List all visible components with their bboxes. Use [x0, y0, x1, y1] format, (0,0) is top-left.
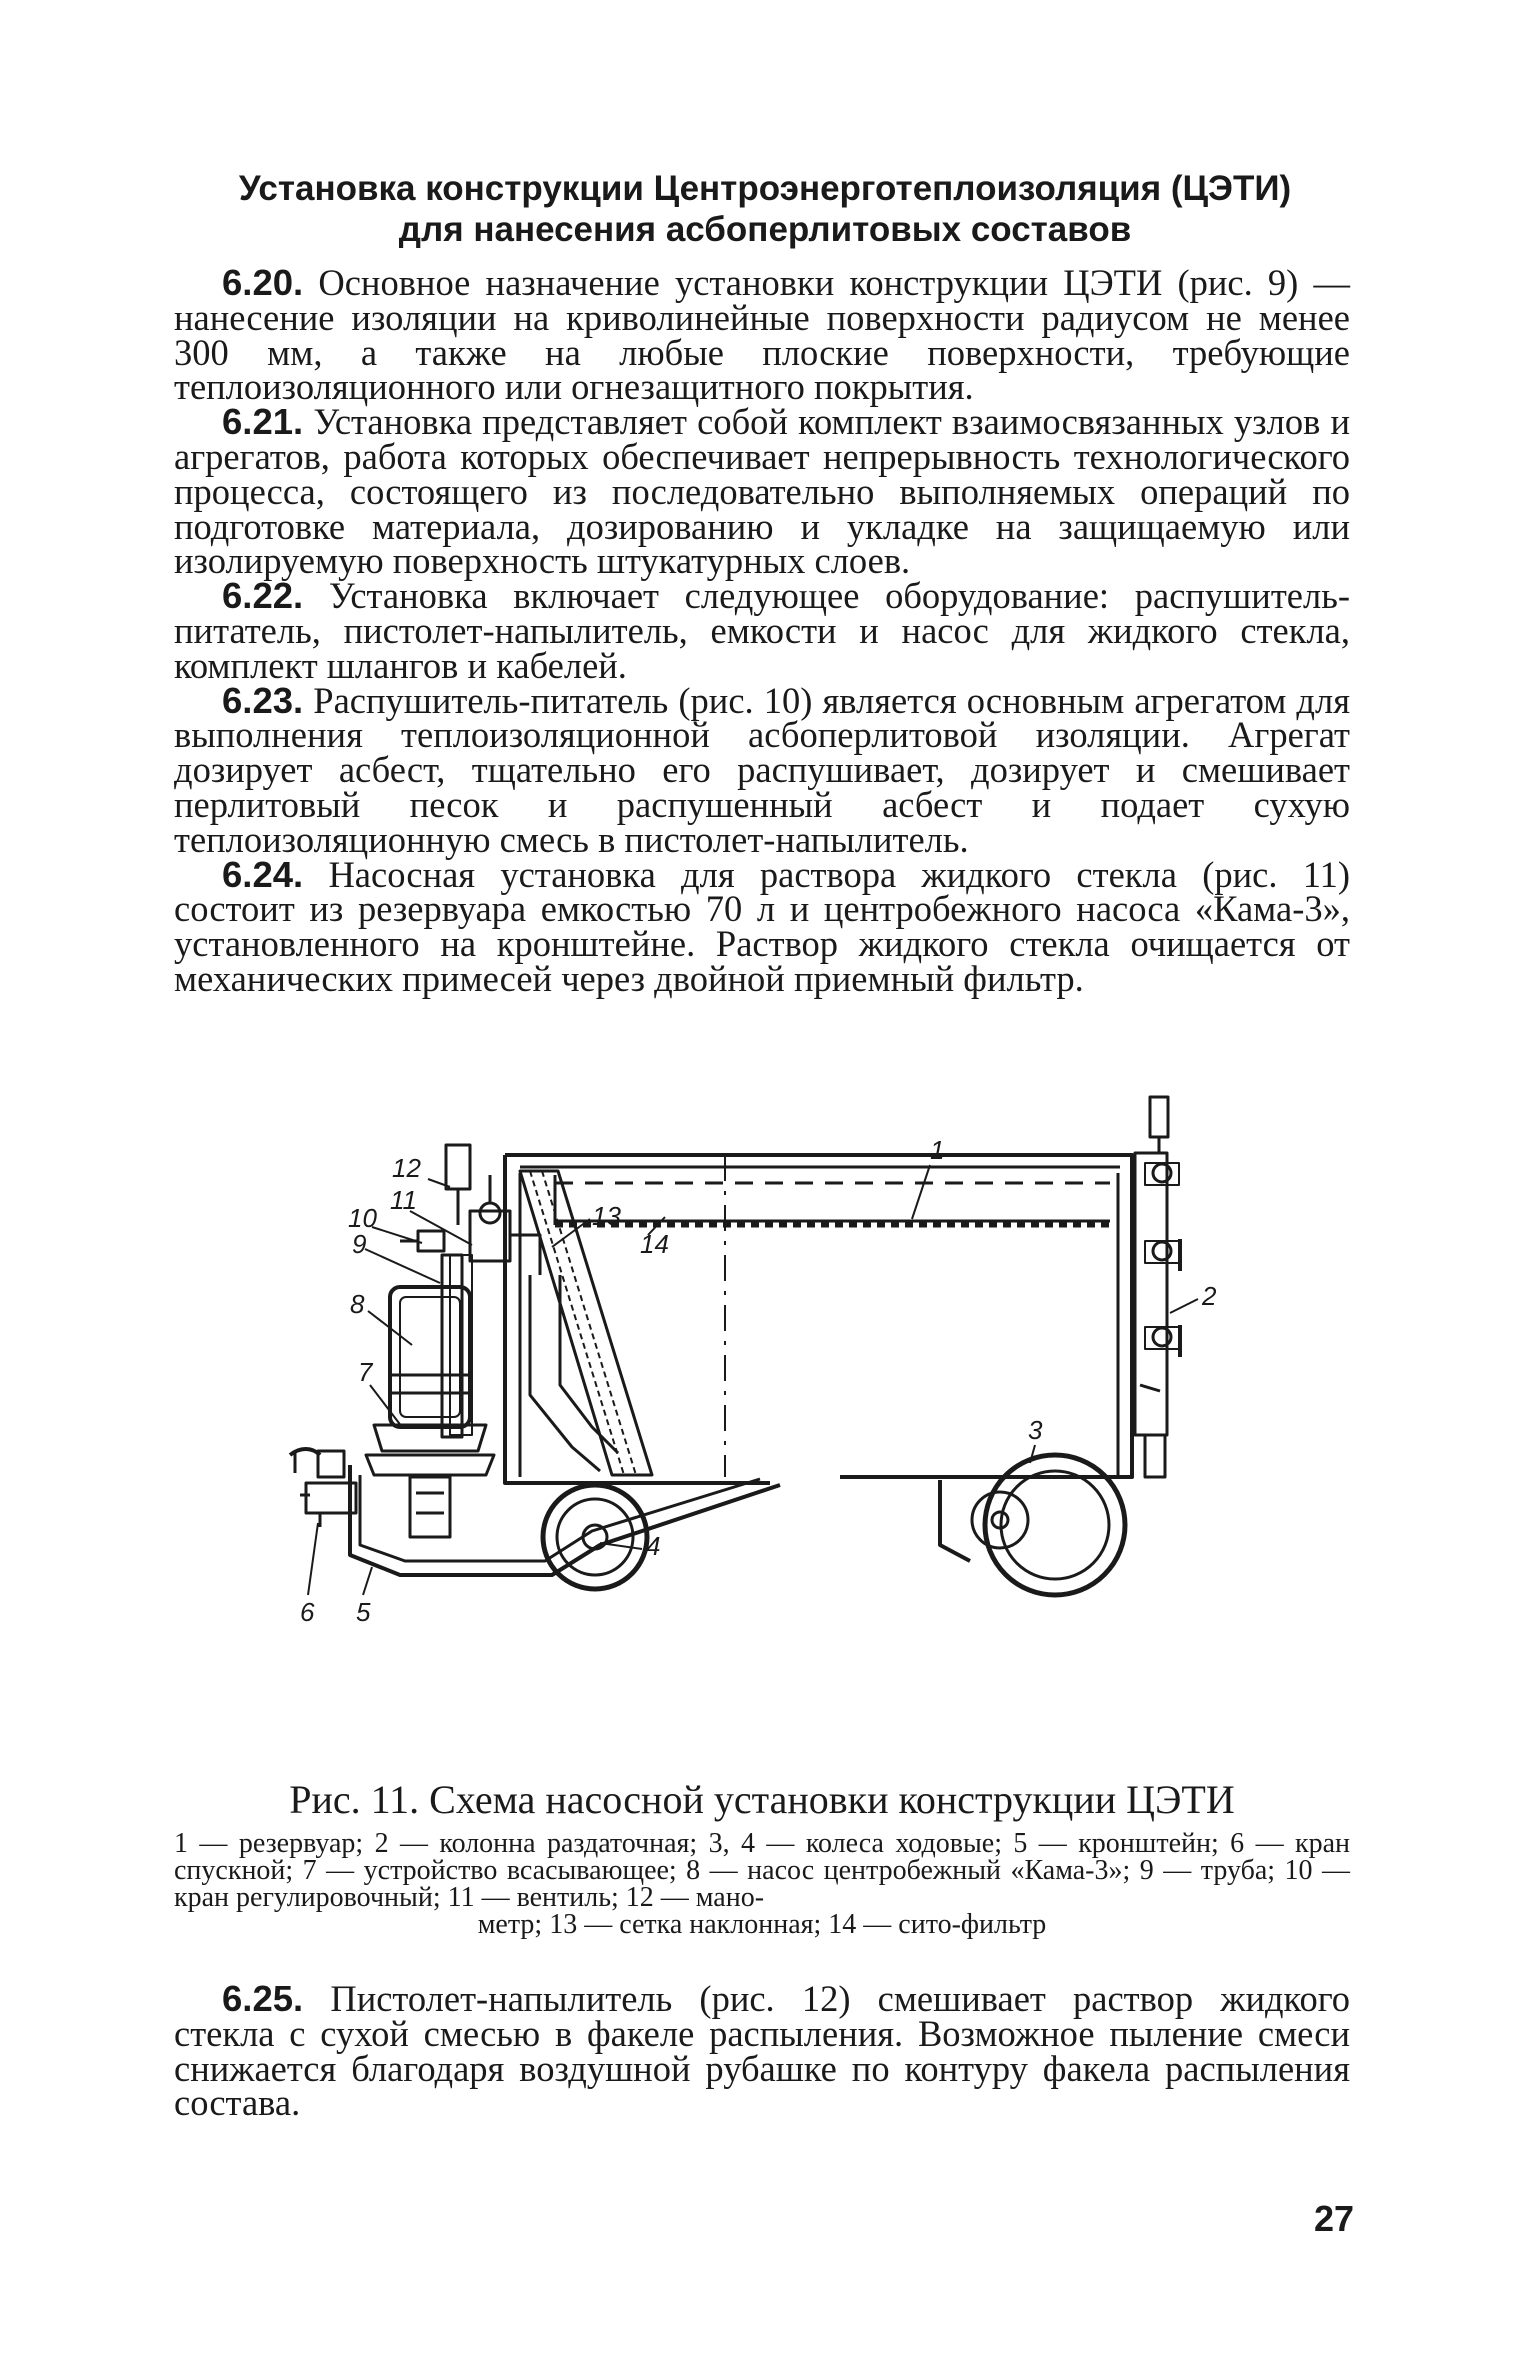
paragraph-number: 6.25.	[222, 1978, 304, 2019]
manometer	[446, 1145, 470, 1189]
label-3: 3	[1028, 1415, 1043, 1445]
paragraph-6-21	[174, 401, 1350, 582]
label-2: 2	[1202, 1281, 1217, 1311]
label-8: 8	[350, 1289, 365, 1319]
paragraph-6-20	[174, 262, 1350, 408]
paragraph-number: 6.22.	[222, 575, 304, 617]
paragraph-text: Установка представляет собой комплект взаимосвязанных узлов и агрегатов, работа которых обеспечивает непрерывность технологического процесса, состоящего из последовательно выполняемых операций по подготовке материала, дозированию и укладке на защищаемую или изолируемую поверхность штукатурных слоев.	[174, 401, 1350, 582]
label-9: 9	[352, 1229, 367, 1259]
paragraph-text: Установка включает следующее оборудование: распушитель-питатель, пистолет-напылитель, емкости и насос для жидкого стекла, комплект шлангов и кабелей.	[174, 575, 1350, 686]
pump-unit-figure	[160, 1075, 1360, 1795]
legend-part-1: 1 — резервуар; 2 — колонна раздаточная; 3, 4 — колеса ходовые; 5 — кронштейн; 6 — кран спускной; 7 — устройство всасывающее; 8 — насос центробежный «Кама-3»; 9 — труба; 10 — кран регулировочный; 11 — вентиль; 12 — мано-	[174, 1828, 1350, 1913]
dispensing-column	[1135, 1153, 1167, 1435]
label-14: 14	[640, 1229, 669, 1259]
paragraph-6-22	[174, 575, 1350, 686]
label-1: 1	[930, 1135, 945, 1165]
label-12: 12	[392, 1153, 421, 1183]
paragraph-number: 6.24.	[222, 853, 304, 895]
paragraph-number: 6.21.	[222, 401, 304, 443]
regulating-tap	[418, 1231, 444, 1251]
body-text-continued	[174, 1978, 1351, 2124]
paragraph-6-25	[174, 1978, 1351, 2124]
pump-unit-drawing	[160, 1075, 1360, 1795]
legend-part-2: метр; 13 — сетка наклонная; 14 — сито-фильтр	[477, 1909, 1047, 1940]
label-5: 5	[356, 1597, 371, 1627]
body-text	[174, 262, 1351, 999]
suction-device	[410, 1477, 450, 1537]
label-11: 11	[390, 1185, 417, 1215]
label-13: 13	[592, 1201, 621, 1231]
figure-legend	[174, 1830, 1350, 1938]
figure-caption: Рис. 11. Схема насосной установки конструкции ЦЭТИ	[289, 1777, 1235, 1822]
paragraph-text: Пистолет-напылитель (рис. 12) смешивает раствор жидкого стекла с сухой смесью в факеле распыления. Возможное пыление смеси снижается благодаря воздушной рубашке по контуру факела распыления состава.	[174, 1978, 1351, 2124]
section-heading	[170, 168, 1360, 250]
paragraph-6-23	[174, 679, 1350, 860]
inclined-mesh	[520, 1171, 652, 1475]
label-4: 4	[646, 1531, 661, 1561]
heading-line-2: для нанесения асбоперлитовых составов	[398, 210, 1132, 249]
pump-body	[390, 1287, 470, 1427]
wheel-4-outline	[543, 1485, 647, 1589]
paragraph-number: 6.20.	[222, 262, 304, 303]
label-7: 7	[358, 1357, 373, 1387]
paragraph-text: Насосная установка для раствора жидкого стекла (рис. 11) состоит из резервуара емкостью 70 л и центробежного насоса «Кама-3», установленного на кронштейне. Раствор жидкого стекла очищается от механических примесей через двойной приемный фильтр.	[174, 853, 1351, 999]
label-6: 6	[300, 1597, 315, 1627]
page-number: 27	[1313, 2198, 1354, 2239]
paragraph-text: Распушитель-питатель (рис. 10) является основным агрегатом для выполнения теплоизоляционной асбоперлитовой изоляции. Агрегат дозирует асбест, тщательно его распушивает, дозирует и смешивает перлитовый песок и распушенный асбест и подает сухую теплоизоляционную смесь в пистолет-напылитель.	[174, 679, 1350, 860]
paragraph-text: Основное назначение установки конструкции ЦЭТИ (рис. 9) — нанесение изоляции на криволинейные поверхности радиусом не менее 300 мм, а также на любые плоские поверхности, требующие теплоизоляционного или огнезащитного покрытия.	[174, 262, 1350, 408]
paragraph-6-24	[174, 853, 1351, 999]
heading-line-1: Установка конструкции Центроэнерготеплоизоляция (ЦЭТИ)	[238, 169, 1292, 208]
label-10: 10	[348, 1203, 377, 1233]
paragraph-number: 6.23.	[222, 679, 304, 721]
